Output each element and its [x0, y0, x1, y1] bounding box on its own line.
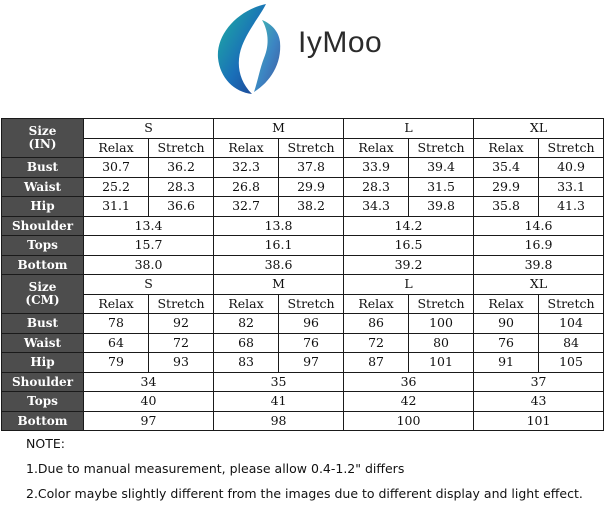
table-cell: 96: [279, 314, 344, 334]
table-cell: 100: [409, 314, 474, 334]
size-col-header: S: [84, 275, 214, 295]
table-cell: 39.4: [409, 158, 474, 178]
table-row: [2, 158, 604, 178]
size-corner-cm: [2, 275, 84, 314]
table-cell: 13.8: [214, 216, 344, 236]
table-cell: 82: [214, 314, 279, 334]
table-cell: 29.9: [474, 177, 539, 197]
table-row: [2, 372, 604, 392]
table-cell: 36.6: [149, 197, 214, 217]
row-label: Tops: [2, 392, 84, 412]
table-row: [2, 333, 604, 353]
table-cell: 38.6: [214, 255, 344, 275]
table-cell: 92: [149, 314, 214, 334]
table-cell: 97: [84, 411, 214, 431]
relax-subheader: Relax: [344, 294, 409, 314]
table-cell: 72: [149, 333, 214, 353]
table-cell: 100: [344, 411, 474, 431]
table-cell: 35: [214, 372, 344, 392]
table-cell: 39.2: [344, 255, 474, 275]
table-cell: 42: [344, 392, 474, 412]
relax-subheader: Relax: [214, 138, 279, 158]
table-row: [2, 197, 604, 217]
table-row: [2, 314, 604, 334]
table-cell: 80: [409, 333, 474, 353]
table-cell: 40: [84, 392, 214, 412]
table-cell: 78: [84, 314, 149, 334]
table-cell: 41: [214, 392, 344, 412]
table-row: [2, 177, 604, 197]
corner-unit: (IN): [28, 137, 57, 151]
relax-subheader: Relax: [214, 294, 279, 314]
table-cell: 38.2: [279, 197, 344, 217]
table-cell: 97: [279, 353, 344, 373]
table-cell: 84: [539, 333, 604, 353]
row-label: Waist: [2, 333, 84, 353]
row-label: Tops: [2, 236, 84, 256]
row-label: Shoulder: [2, 216, 84, 236]
table-cell: 34.3: [344, 197, 409, 217]
row-label: Bottom: [2, 255, 84, 275]
size-col-header: XL: [474, 275, 604, 295]
table-cell: 101: [474, 411, 604, 431]
row-label: Hip: [2, 197, 84, 217]
relax-subheader: Relax: [84, 294, 149, 314]
table-row: [2, 392, 604, 412]
table-cell: 25.2: [84, 177, 149, 197]
table-cell: 15.7: [84, 236, 214, 256]
note-item: 1.Due to manual measurement, please allow 0.4-1.2" differs: [26, 461, 405, 476]
table-row: [2, 216, 604, 236]
corner-unit: (CM): [25, 293, 60, 307]
table-cell: 14.6: [474, 216, 604, 236]
table-cell: 32.7: [214, 197, 279, 217]
table-cell: 34: [84, 372, 214, 392]
notes-section: [26, 434, 583, 509]
size-col-header: XL: [474, 119, 604, 139]
table-cell: 35.8: [474, 197, 539, 217]
brand-header: [0, 0, 604, 112]
size-corner-in: [2, 119, 84, 158]
table-cell: 87: [344, 353, 409, 373]
row-label: Hip: [2, 353, 84, 373]
size-col-header: M: [214, 119, 344, 139]
row-label: Bottom: [2, 411, 84, 431]
table-row: [2, 236, 604, 256]
table-cell: 29.9: [279, 177, 344, 197]
table-cell: 33.1: [539, 177, 604, 197]
table-cell: 31.1: [84, 197, 149, 217]
stretch-subheader: Stretch: [539, 138, 604, 158]
relax-subheader: Relax: [474, 294, 539, 314]
relax-subheader: Relax: [344, 138, 409, 158]
table-cell: 33.9: [344, 158, 409, 178]
table-cell: 76: [279, 333, 344, 353]
stretch-subheader: Stretch: [279, 294, 344, 314]
stretch-subheader: Stretch: [409, 138, 474, 158]
table-cell: 90: [474, 314, 539, 334]
size-col-header: L: [344, 275, 474, 295]
table-cell: 14.2: [344, 216, 474, 236]
row-label: Bust: [2, 314, 84, 334]
notes-title: NOTE:: [26, 436, 65, 451]
stretch-subheader: Stretch: [149, 294, 214, 314]
table-cell: 28.3: [344, 177, 409, 197]
size-col-header: S: [84, 119, 214, 139]
table-cell: 39.8: [409, 197, 474, 217]
table-cell: 36.2: [149, 158, 214, 178]
corner-label: Size: [28, 280, 57, 294]
stretch-subheader: Stretch: [539, 294, 604, 314]
table-cell: 91: [474, 353, 539, 373]
table-cell: 98: [214, 411, 344, 431]
stretch-subheader: Stretch: [409, 294, 474, 314]
table-cell: 26.8: [214, 177, 279, 197]
table-cell: 32.3: [214, 158, 279, 178]
brand-name: IyMoo: [298, 26, 383, 59]
table-cell: 37: [474, 372, 604, 392]
relax-subheader: Relax: [474, 138, 539, 158]
table-cell: 86: [344, 314, 409, 334]
table-cell: 105: [539, 353, 604, 373]
table-cell: 28.3: [149, 177, 214, 197]
table-cell: 13.4: [84, 216, 214, 236]
size-chart-table: [1, 118, 604, 431]
table-row: [2, 255, 604, 275]
table-row: [2, 411, 604, 431]
table-cell: 68: [214, 333, 279, 353]
table-cell: 64: [84, 333, 149, 353]
table-cell: 79: [84, 353, 149, 373]
table-cell: 35.4: [474, 158, 539, 178]
table-cell: 16.9: [474, 236, 604, 256]
table-cell: 38.0: [84, 255, 214, 275]
table-row: [2, 353, 604, 373]
table-cell: 83: [214, 353, 279, 373]
stretch-subheader: Stretch: [279, 138, 344, 158]
table-cell: 104: [539, 314, 604, 334]
face-leaf-logo-icon: [208, 0, 290, 96]
row-label: Waist: [2, 177, 84, 197]
table-cell: 16.5: [344, 236, 474, 256]
corner-label: Size: [28, 124, 57, 138]
table-cell: 40.9: [539, 158, 604, 178]
stretch-subheader: Stretch: [149, 138, 214, 158]
table-cell: 93: [149, 353, 214, 373]
table-cell: 101: [409, 353, 474, 373]
table-cell: 72: [344, 333, 409, 353]
table-cell: 37.8: [279, 158, 344, 178]
size-col-header: M: [214, 275, 344, 295]
relax-subheader: Relax: [84, 138, 149, 158]
table-cell: 43: [474, 392, 604, 412]
row-label: Shoulder: [2, 372, 84, 392]
table-cell: 31.5: [409, 177, 474, 197]
row-label: Bust: [2, 158, 84, 178]
table-cell: 39.8: [474, 255, 604, 275]
table-cell: 41.3: [539, 197, 604, 217]
note-item: 2.Color maybe slightly different from the images due to different display and light effect.: [26, 486, 583, 501]
size-col-header: L: [344, 119, 474, 139]
table-cell: 76: [474, 333, 539, 353]
table-cell: 30.7: [84, 158, 149, 178]
table-cell: 36: [344, 372, 474, 392]
table-cell: 16.1: [214, 236, 344, 256]
